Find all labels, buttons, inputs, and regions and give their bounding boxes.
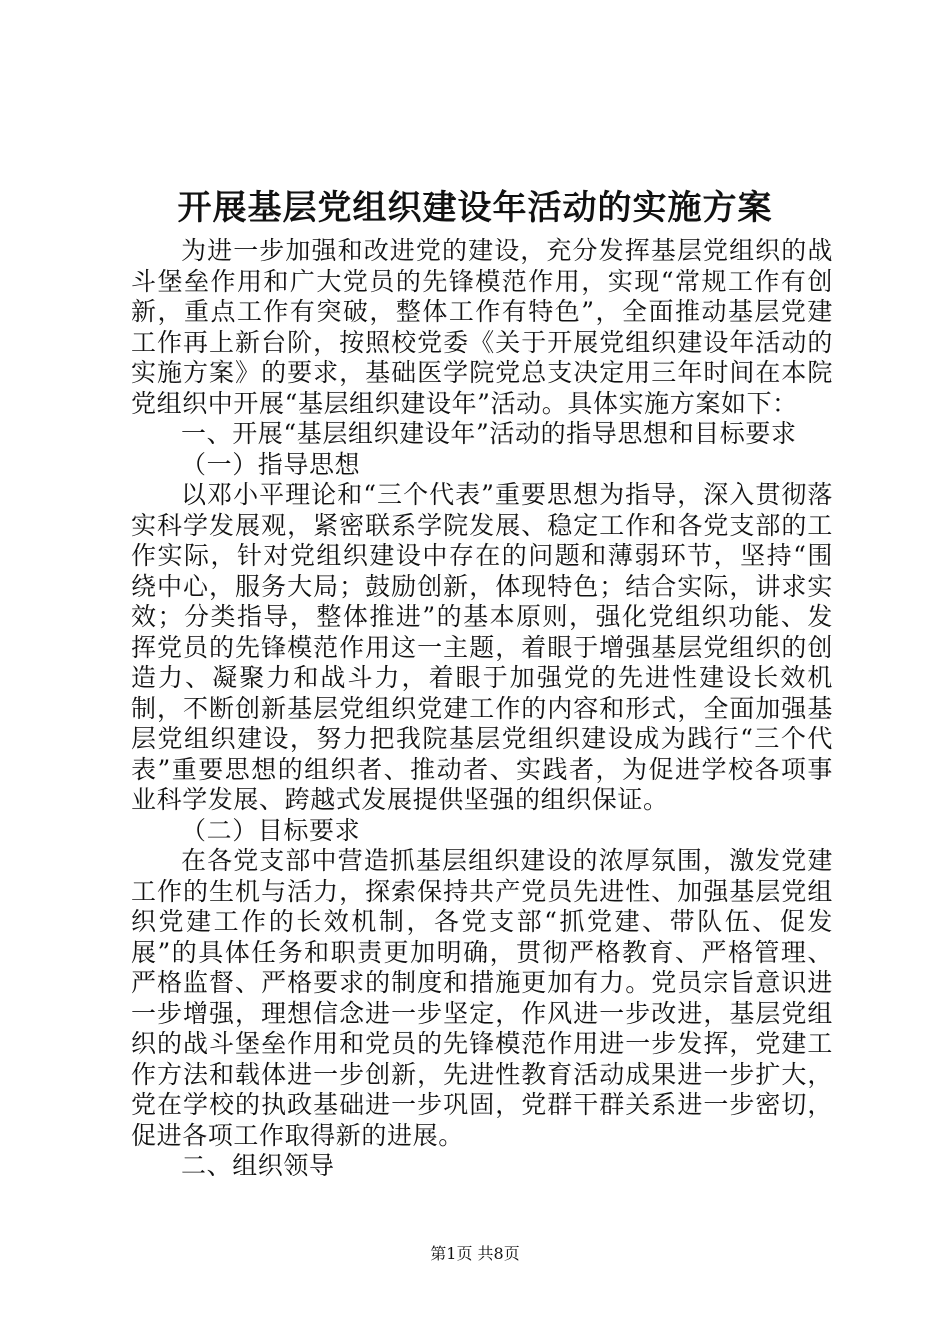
goals-paragraph: 在各党支部中营造抓基层组织建设的浓厚氛围，激发党建工作的生机与活力，探索保持共产党员先进性、加强基层党组织党建工作的长效机制，各党支部“抓党建、带队伍、促发展”的具体任务和职责更加明确，贯彻严格教育、严格管理、严格监督、严格要求的制度和措施更加有力。党员宗旨意识进一步增强，理想信念进一步坚定，作风进一步改进，基层党组织的战斗堡垒作用和党员的先锋模范作用进一步发挥，党建工作方法和载体进一步创新，先进性教育活动成果进一步扩大，党在学校的执政基础进一步巩固，党群干群关系进一步密切，促进各项工作取得新的进展。: [131, 846, 833, 1150]
page-number-footer: 第1页 共8页: [430, 1244, 520, 1263]
intro-paragraph: 为进一步加强和改进党的建设，充分发挥基层党组织的战斗堡垒作用和广大党员的先锋模范作用，实现“常规工作有创新，重点工作有突破，整体工作有特色”，全面推动基层党建工作再上新台阶，按照校党委《关于开展党组织建设年活动的实施方案》的要求，基础医学院党总支决定用三年时间在本院党组织中开展“基层组织建设年”活动。具体实施方案如下：: [131, 236, 833, 418]
section-heading-1: 一、开展“基层组织建设年”活动的指导思想和目标要求: [181, 419, 797, 448]
document-title: 开展基层党组织建设年活动的实施方案: [177, 188, 773, 228]
guiding-ideology-paragraph: 以邓小平理论和“三个代表”重要思想为指导，深入贯彻落实科学发展观，紧密联系学院发展、稳定工作和各党支部的工作实际，针对党组织建设中存在的问题和薄弱环节，坚持“围绕中心，服务大局；鼓励创新，体现特色；结合实际，讲求实效；分类指导，整体推进”的基本原则，强化党组织功能、发挥党员的先锋模范作用这一主题，着眼于增强基层党组织的创造力、凝聚力和战斗力，着眼于加强党的先进性建设长效机制，不断创新基层党组织党建工作的内容和形式，全面加强基层党组织建设，努力把我院基层党组织建设成为践行“三个代表”重要思想的组织者、推动者、实践者，为促进学校各项事业科学发展、跨越式发展提供坚强的组织保证。: [131, 480, 833, 814]
section-heading-2: 二、组织领导: [181, 1151, 335, 1180]
subsection-heading-guiding-ideology: （一）指导思想: [181, 449, 361, 479]
document-body: [131, 236, 833, 1182]
subsection-heading-goals: （二）目标要求: [181, 815, 361, 845]
